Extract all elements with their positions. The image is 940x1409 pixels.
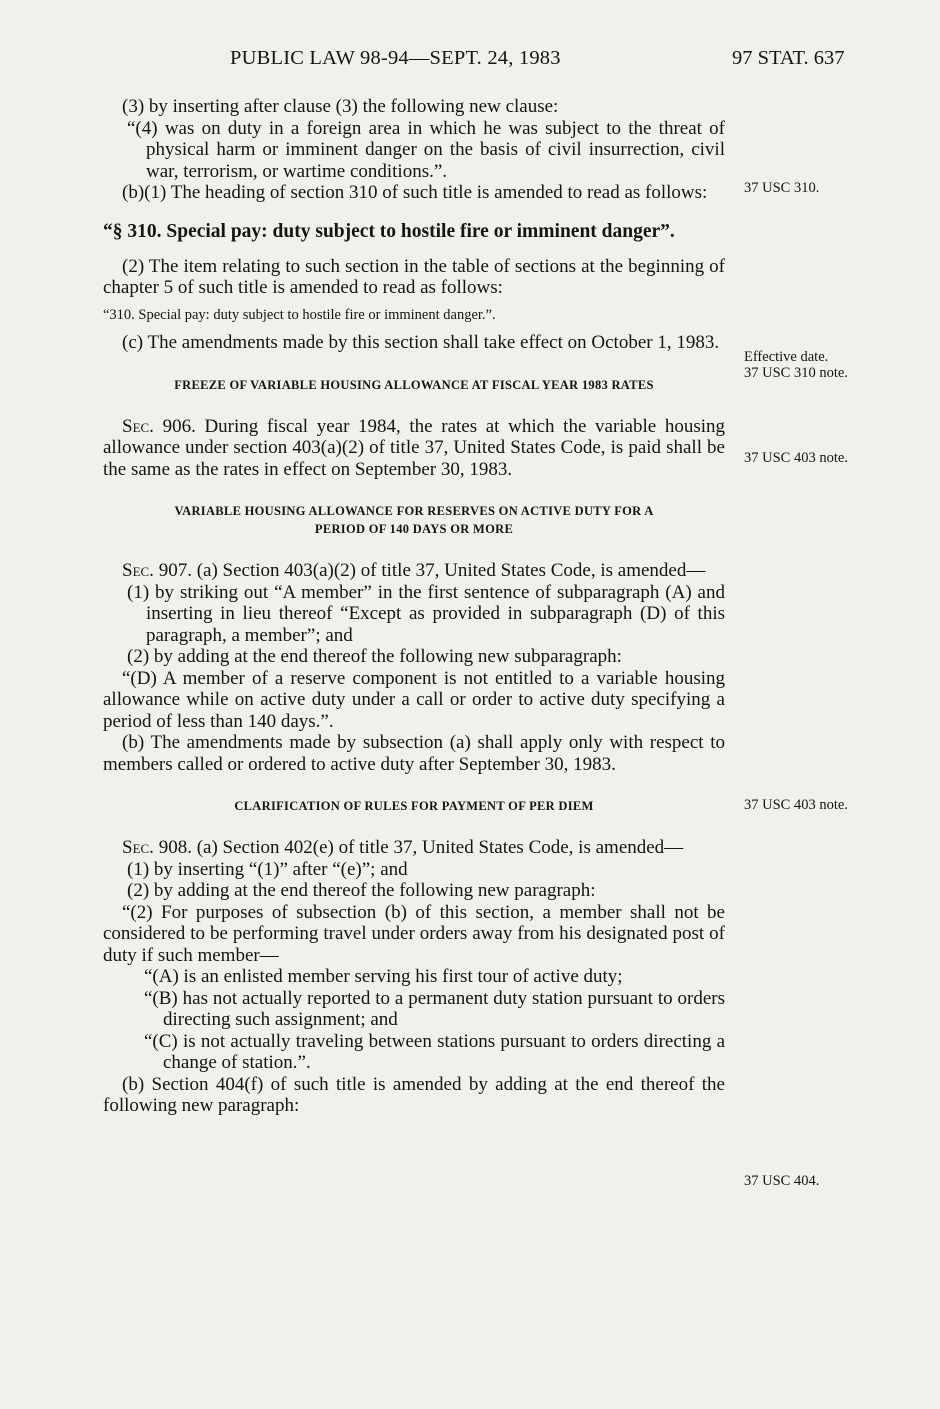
new-clause-4: “(4) was on duty in a foreign area in which he was subject to the threat of physical harm or imminent danger on the basis of civil insurrection, civil war, terrorism, or wartime conditions.”. <box>127 117 725 182</box>
subsection-c-effective: (c) The amendments made by this section shall take effect on October 1, 1983. <box>122 332 720 353</box>
margin-note-effective-date <box>744 349 848 381</box>
page-header <box>0 47 940 77</box>
section-907-text <box>103 560 725 582</box>
margin-note-404: 37 USC 404. <box>744 1173 820 1189</box>
header-title: PUBLIC LAW 98-94—SEPT. 24, 1983 <box>230 47 561 69</box>
section-907-body: 907. (a) Section 403(a)(2) of title 37, United States Code, is amended— <box>158 560 706 581</box>
subsection-b2: (2) The item relating to such section in the table of sections at the beginning of chapter 5 of such title is amended to read as follows: <box>103 255 725 298</box>
section-907-caption-line1: VARIABLE HOUSING ALLOWANCE FOR RESERVES ON ACTIVE DUTY FOR A <box>174 504 654 518</box>
section-908-text <box>103 837 725 859</box>
margin-note-effective-date-line2: 37 USC 310 note. <box>744 365 848 381</box>
section-908-item-2: (2) by adding at the end thereof the following new paragraph: <box>127 880 596 901</box>
margin-note-310: 37 USC 310. <box>744 180 820 196</box>
section-908-caption: CLARIFICATION OF RULES FOR PAYMENT OF PER DIEM <box>234 799 594 813</box>
clause-3-insertion: (3) by inserting after clause (3) the following new clause: <box>122 96 559 117</box>
margin-note-403-a: 37 USC 403 note. <box>744 450 848 466</box>
section-908-item-1: (1) by inserting “(1)” after “(e)”; and <box>127 858 408 880</box>
subparagraph-B: “(B) has not actually reported to a permanent duty station pursuant to orders directing such assignment; and <box>144 987 725 1030</box>
margin-note-effective-date-line1: Effective date. <box>744 349 829 365</box>
subparagraph-A: “(A) is an enlisted member serving his first tour of active duty; <box>144 966 623 987</box>
section-label: Sec. <box>122 837 154 858</box>
section-907-caption-line2: PERIOD OF 140 DAYS OR MORE <box>314 522 514 536</box>
new-paragraph-2: “(2) For purposes of subsection (b) of this section, a member shall not be considered to be performing travel under orders away from his designated post of duty if such member— <box>103 901 725 966</box>
section-907-item-2: (2) by adding at the end thereof the following new subparagraph: <box>127 646 622 667</box>
section-label: Sec. <box>122 560 154 581</box>
section-310-heading: “§ 310. Special pay: duty subject to hostile fire or imminent danger”. <box>103 220 675 242</box>
subparagraph-C: “(C) is not actually traveling between stations pursuant to orders directing a change of station.”. <box>144 1030 725 1073</box>
section-907-item-1: (1) by striking out “A member” in the first sentence of subparagraph (A) and inserting in lieu thereof “Except as provided in subparagraph (D) of this paragraph, a member”; and <box>127 581 725 646</box>
subparagraph-D: “(D) A member of a reserve component is not entitled to a variable housing allowance while on active duty under a call or order to active duty specifying a period of less than 140 days.”. <box>103 667 725 732</box>
subsection-b1: (b)(1) The heading of section 310 of such title is amended to read as follows: <box>122 182 708 203</box>
section-908-body: 908. (a) Section 402(e) of title 37, United States Code, is amended— <box>158 837 684 858</box>
header-page-number: 97 STAT. 637 <box>732 47 845 69</box>
section-907-caption <box>103 502 725 538</box>
section-906-caption: FREEZE OF VARIABLE HOUSING ALLOWANCE AT FISCAL YEAR 1983 RATES <box>174 377 654 392</box>
section-908-b: (b) Section 404(f) of such title is amended by adding at the end thereof the following new paragraph: <box>103 1073 725 1116</box>
main-text <box>103 96 725 1117</box>
section-907-b: (b) The amendments made by subsection (a) shall apply only with respect to members called or ordered to active duty after September 30, 1983. <box>103 732 725 775</box>
section-906-body: 906. During fiscal year 1984, the rates at which the variable housing allowance under section 403(a)(2) of title 37, United States Code, is paid shall be the same as the rates in effect on September 30, 1983. <box>103 415 725 480</box>
table-of-sections-item: “310. Special pay: duty subject to hostile fire or imminent danger.”. <box>103 306 496 323</box>
section-906-text <box>103 416 725 481</box>
section-label: Sec. <box>122 415 154 437</box>
margin-note-403-b: 37 USC 403 note. <box>744 797 848 813</box>
